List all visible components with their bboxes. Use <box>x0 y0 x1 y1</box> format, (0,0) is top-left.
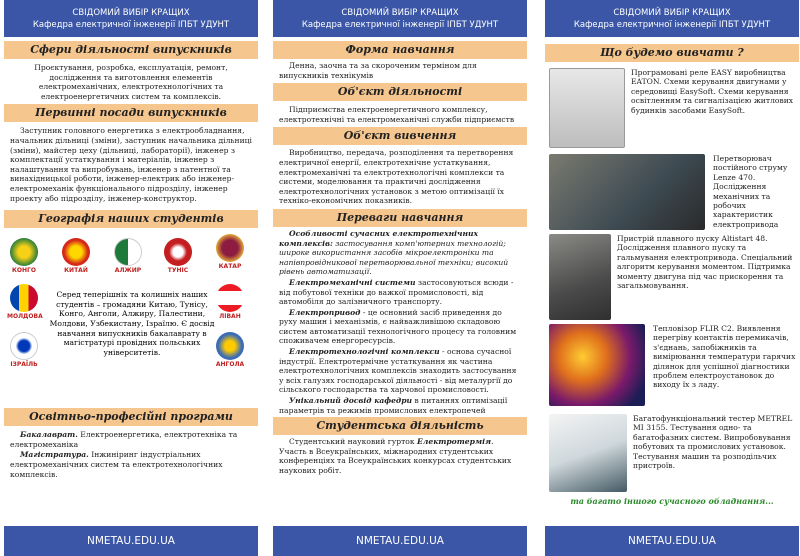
student-activity-text: Студентський науковий гурток Електротермія. Участь в Всеукраїнських, міжнародних студентських конференціях та Всеукраїнських конкурсах студентських наукових робіт. <box>279 437 512 475</box>
section-title-programs: Освітньо-професійні програми <box>4 408 258 426</box>
positions-text: Заступник головного енергетика з електрообладнання, начальник дільниці (зміни), заступник начальника дільниці (зміни), майстер цеху (дільниці, лабораторії), інженер з комплектації устаткування і матеріалів, інженер з налаштування та випробувань, інженер з патентної та винахідницької роботи, інженер-електрик або інженер-електромеханік функціонального підрозділу, інженер проекту або підрозділу, інженер-конструктор. <box>10 126 252 203</box>
flag-moldova: МОЛДОВА <box>7 284 41 320</box>
header-line1: СВІДОМИЙ ВИБІР КРАЩИХ <box>613 8 731 18</box>
advantage-item: Особливості сучасних електротехнічних комплексів: застосування комп'ютерних технологій; широке використання засобів мікроелектроніки та напівпровідникової перетворювальної техніки; високий рівень автоматизації. <box>279 228 509 277</box>
header-line2: Кафедра електричної інженерії ІПБТ УДУНТ <box>573 20 771 30</box>
header-line2: Кафедра електричної інженерії ІПБТ УДУНТ <box>301 20 499 30</box>
program-master-label: Магістратура. <box>20 450 89 460</box>
equipment-text: Тепловізор FLIR C2. Виявлення перегріву контактів перемикачів, з'єднань, запобіжників та вимірювання температури гарячих ділянок для успішної діагностики проблем електроустановок до виходу їх з ладу. <box>653 324 796 390</box>
equipment-item <box>545 232 799 322</box>
panel-header <box>4 0 258 37</box>
advantage-item: Електротехнологічні комплекси - основа сучасної індустрії. Електротермічне устаткування як частина електротехнологічних комплексів знаходить застосування у всіх галузях господарської діяльності - від металургії до сільського господарства та харчової промисловості. <box>279 347 517 395</box>
panel-right <box>545 0 799 556</box>
tester-photo <box>549 414 627 492</box>
equipment-item <box>545 322 799 412</box>
equipment-text: Програмовані реле EASY виробництва EATON. Схеми керування двигунами у середовищі EasySoft. Схеми керування освітленням та сигналізацією житлових будинків засобами EasySoft. <box>631 68 794 115</box>
panel-header <box>273 0 527 37</box>
program-bachelor-label: Бакалаврат. <box>20 430 78 440</box>
section-title-positions: Первинні посади випускників <box>4 104 258 122</box>
equipment-item <box>545 412 799 496</box>
section-title-spheres: Сфери діяльності випускників <box>4 41 258 59</box>
panel-header <box>545 0 799 37</box>
footer-link[interactable]: NMETAU.EDU.UA <box>4 526 258 556</box>
program-bachelor-text: Електроенергетика, електротехніка та електромеханіка <box>10 430 238 449</box>
geography-text: Серед теперішніх та колишніх наших студентів – громадяни Китаю, Тунісу, Конго, Анголи, Алжиру, Палестини, Молдови, Узбекистану, Ізраїлю. Є досвід навчання випускників бакалаврату в магістратурі провідних польських університетів. <box>49 290 215 357</box>
advantages-list <box>273 229 527 415</box>
flag-tunisia: ТУНІС <box>161 238 195 274</box>
equipment-text: Багатофункціональний тестер METREL MI 3155. Тестування одно- та багатофазних систем. Випробовування побутових та промислових установок. Тестування машин та розподільчих пристроїв. <box>633 414 793 471</box>
thermal-camera-photo <box>549 324 645 406</box>
footer-link[interactable]: NMETAU.EDU.UA <box>273 526 527 556</box>
equipment-text: Пристрій плавного пуску Altistart 48. Дослідження плавного пуску та гальмування електропривода. Спеціальний алгоритм керування моментом. Підтримка моменту двигуна під час прискорення та загальмовування. <box>617 234 793 291</box>
header-line2: Кафедра електричної інженерії ІПБТ УДУНТ <box>32 20 230 30</box>
flag-qatar: КАТАР <box>213 234 247 270</box>
equipment-text: Перетворювач постійного струму Lenze 470. Дослідження механічних та робочих характеристик електропривода <box>713 154 788 229</box>
flag-angola: АНГОЛА <box>213 332 247 368</box>
study-form-text: Денна, заочна та за скороченим терміном для випускників технікумів <box>279 61 477 80</box>
section-title-study-object: Об'єкт вивчення <box>273 127 527 145</box>
converter-photo <box>549 154 705 230</box>
flag-israel: ІЗРАЇЛЬ <box>7 332 41 368</box>
program-master-text: Інжиніринг індустріальних електромеханічних систем та електротехнологічних комплексів. <box>10 450 223 479</box>
header-line1: СВІДОМИЙ ВИБІР КРАЩИХ <box>341 8 459 18</box>
activity-object-text: Підприємства електроенергетичного комплексу, електротехнічні та електромеханічні служби підприємств <box>279 105 515 124</box>
section-title-study-form: Форма навчання <box>273 41 527 59</box>
equipment-item <box>545 64 799 152</box>
section-title-what-we-study: Що будемо вивчати ? <box>545 44 799 62</box>
section-title-student-activity: Студентська діяльність <box>273 417 527 435</box>
spheres-text: Проєктування, розробка, експлуатація, ремонт, дослідження та виготовлення елементів електромеханічних, електротехнологічних та електроенергетичних систем та комплексів. <box>34 63 228 101</box>
panel-left <box>4 0 258 556</box>
panel-middle <box>273 0 527 556</box>
soft-starter-photo <box>549 234 611 320</box>
geography-block <box>4 230 258 410</box>
advantage-item: Електромеханічні системи застосовуються всюди - від побутової техніки до важкої промисловості, від автомобіля до залізничного транспорту. <box>279 277 514 307</box>
section-title-advantages: Переваги навчання <box>273 209 527 227</box>
section-title-geography: Географія наших студентів <box>4 210 258 228</box>
closing-note: та багато іншого сучасного обладнання... <box>570 496 774 506</box>
header-line1: СВІДОМИЙ ВИБІР КРАЩИХ <box>72 8 190 18</box>
flag-algeria: АЛЖИР <box>111 238 145 274</box>
advantage-item: Електропривод - це основний засіб приведення до руху машин і механізмів, є найважливішою складовою систем автоматизації технологічного процесу та головним споживачем енергоресурсів. <box>279 307 517 346</box>
section-title-activity-object: Об'єкт діяльності <box>273 83 527 101</box>
advantage-item: Унікальний досвід кафедри в питаннях оптимізації параметрів та режимів промислових електропечей <box>279 396 508 415</box>
flag-congo: КОНГО <box>7 238 41 274</box>
footer-link[interactable]: NMETAU.EDU.UA <box>545 526 799 556</box>
study-object-text: Виробництво, передача, розподілення та перетворення електричної енергії, електротехнічне устаткування, електромеханічні та електротехнологічні комплекси та системи, моделювання та практичні дослідження електротехнологічних установок з метою оптимізації їх техніко-економічних показників. <box>279 148 514 206</box>
flag-china: КИТАЙ <box>59 238 93 274</box>
relay-photo <box>549 68 625 148</box>
programs-text <box>4 430 258 479</box>
flag-lebanon: ЛІВАН <box>213 284 247 320</box>
equipment-item <box>545 152 799 232</box>
